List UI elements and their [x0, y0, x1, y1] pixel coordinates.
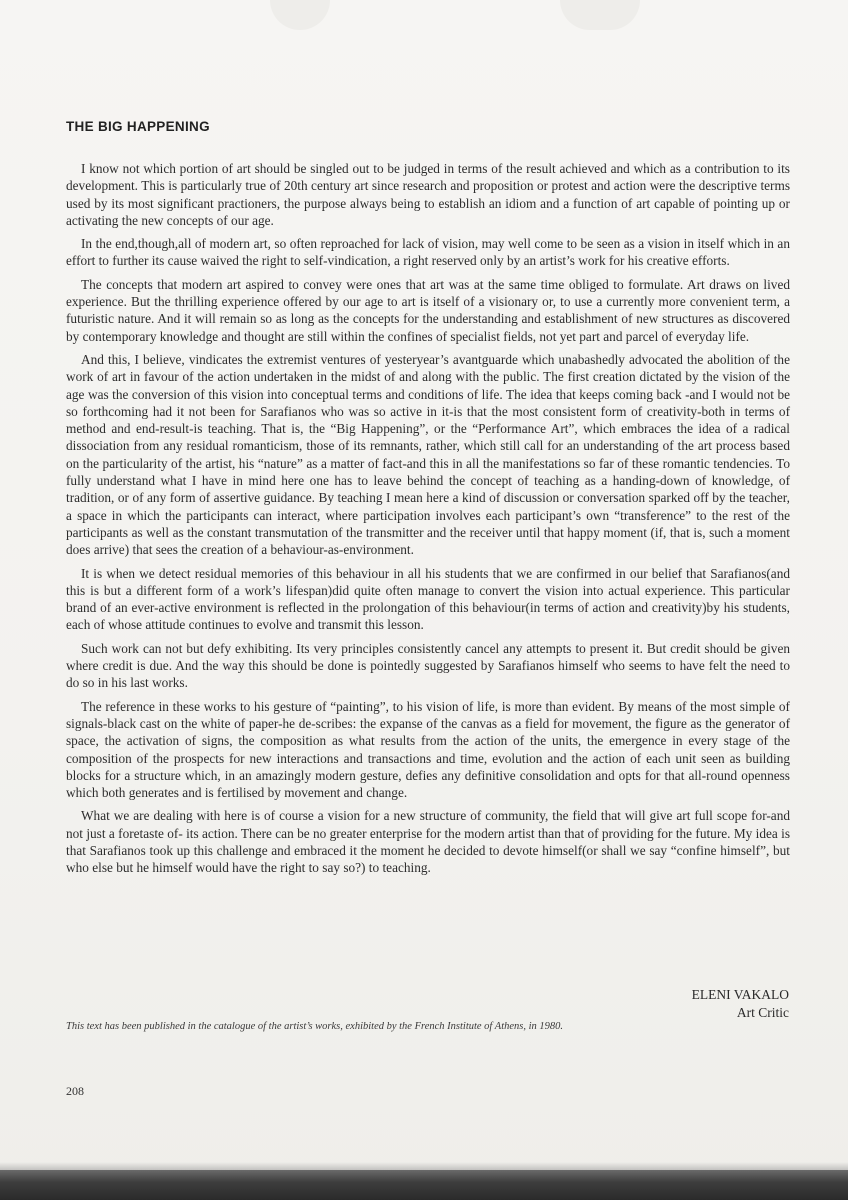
- paragraph: And this, I believe, vindicates the extremist ventures of yesteryear’s avantguarde which unabashedly advocated the abolition of the work of art in favour of the action undertaken in the midst of and along with the public. The first creation dictated by the vision of the age was the conversion of this vision into conceptual terms and conditions of life. The idea that keeps coming back -and I would not be so forthcoming had it not been for Sarafianos who was so active in it-is that the most consistent form of creativity-both in terms of method and end-result-is teaching. That is, the “Big Happening”, or the “Performance Art”, which embraces the idea of a radical dissociation from any residual romanticism, those of its remnants, rather, which still call for an understanding of the art process based on the particularity of the artist, his “nature” as a matter of fact-and this in all the manifestations so far of these romantic tendencies. To fully understand what I have in mind here one has to leave behind the concept of teaching as a handing-down of knowledge, of tradition, or of any form of assertive guidance. By teaching I mean here a kind of discussion or conversation sparked off by the teacher, a space in which the participants can interact, where participation involves each participant’s own “transference” to the rest of the participants as well as the constant transmutation of the transmitter and the receiver until that happy moment (if, that is, such a moment does arrive) that sees the creation of a behaviour-as-environment.: [66, 351, 790, 558]
- paragraph: In the end,though,all of modern art, so often reproached for lack of vision, may well come to be seen as a vision in itself which in an effort to further its cause waived the right to self-vindication, a right reserved only by an artist’s work for his creative efforts.: [66, 236, 790, 269]
- paragraph: Such work can not but defy exhibiting. Its very principles consistently cancel any attempts to present it. But credit should be given where credit is due. And the way this should be done is pointedly suggested by Sarafianos himself who seems to have felt the need to do so in his last works.: [66, 640, 790, 691]
- scan-bottom-edge: [0, 1170, 848, 1200]
- bleed-through-mark: [560, 0, 640, 30]
- bleed-through-mark: [270, 0, 330, 30]
- author-signature: [692, 986, 789, 1022]
- paragraph: The concepts that modern art aspired to convey were ones that art was at the same time obliged to formulate. Art draws on lived experience. But the thrilling experience offered by our age to art is itself of a visionary or, to use a currently more convenient term, a futuristic nature. And it will remain so as long as the concepts for the understanding and establishment of new structures as discovered by contemporary knowledge and thought are still within the confines of specialist fields, not yet part and parcel of everyday life.: [66, 276, 790, 344]
- paragraph: What we are dealing with here is of course a vision for a new structure of community, the field that will give art full scope for-and not just a foretaste of- its action. There can be no greater enterprise for the modern artist than that of providing for the future. My idea is that Sarafianos took up this challenge and embraced it the moment he decided to devote himself(or shall we say “confine himself”, but who else but he himself would have the right to say so?) to teaching.: [66, 808, 790, 876]
- paragraph: It is when we detect residual memories of this behaviour in all his students that we are confirmed in our belief that Sarafianos(and this is but a different form of a work’s lifespan)did quite often manage to convert the vision into actual experience. This particular brand of an ever-active environment is reflected in the prolongation of this behaviour(in terms of action and creativity)by his students, each of whose attitude continues to evolve and transmit this lesson.: [66, 565, 790, 633]
- publication-footnote: This text has been published in the catalogue of the artist’s works, exhibited by the French Institute of Athens, in 1980.: [66, 1021, 564, 1032]
- paragraph: I know not which portion of art should be singled out to be judged in terms of the result achieved and which as a contribution to its development. This is particularly true of 20th century art since research and proposition or protest and action were the descriptive terms used by its most significant practioners, the purpose always being to establish an idiom and a function of art capable of pointing up or activating the new concepts of our age.: [66, 161, 790, 228]
- author-role: Art Critic: [736, 1005, 789, 1020]
- scan-edge-shadow: [0, 1162, 848, 1170]
- author-name: ELENI VAKALO: [691, 987, 789, 1002]
- article-body: [66, 160, 790, 883]
- article-title: THE BIG HAPPENING: [66, 119, 210, 134]
- page-number: 208: [66, 1084, 84, 1098]
- paragraph: The reference in these works to his gesture of “painting”, to his vision of life, is more than evident. By means of the most simple of signals-black cast on the white of paper-he de-scribes: the expanse of the canvas as a field for movement, the figure as the generator of space, the activation of signs, the composition as what results from the action of the units, the emergence in every stage of the composition of the prospects for new interactions and transactions and time, evolution and the action of each unit seen as building blocks for a structure which, in an amazingly modern gesture, defies any definitive consolidation and opts for that all-round openness which both generates and is fertilised by movement and change.: [66, 698, 790, 801]
